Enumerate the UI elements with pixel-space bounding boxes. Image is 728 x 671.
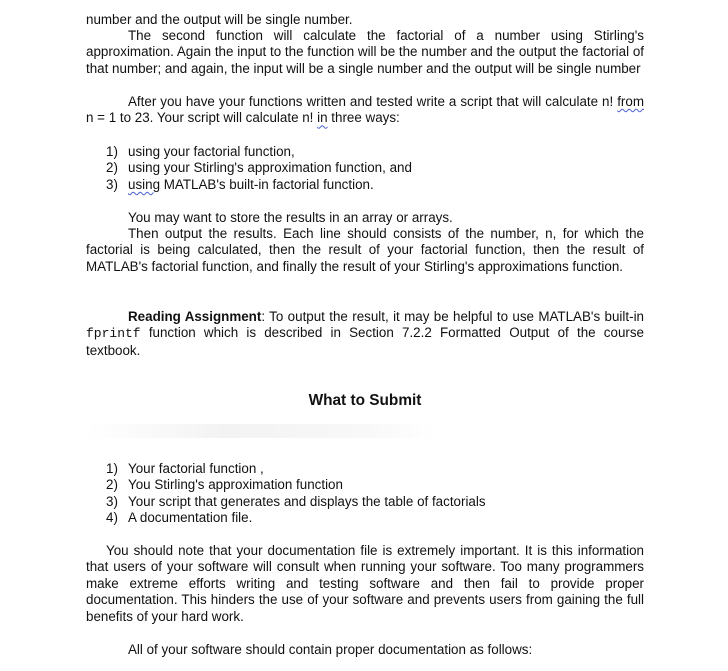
script-task-middle: n = 1 to 23. Your script will calculate n! [86,110,318,126]
documentation-importance-text: You should note that your documentation file is extremely important. It is this information that users of your software will consult when running your software. Too many programmers make extreme efforts writing and testing software and then fail to provide proper documentation. This hinders the use of your software and prevents users from gaining the full benefits of your hard work. [86,543,644,624]
list-item-text: using your factorial function, [128,144,295,159]
paragraph-documentation-importance [86,543,644,625]
list-number: 1) [106,144,118,159]
reading-assignment-text: : To output the result, it may be helpful to use MATLAB's built-in [261,309,644,324]
documentation-format-text: All of your software should contain proper documentation as follows: [128,642,533,657]
list-item-text: MATLAB's built-in factorial function. [160,176,374,192]
ways-list-item [86,144,644,160]
reading-assignment-rest: function which is described in Section 7.2.2 Formatted Output of the course textbook. [86,325,644,358]
section-heading-what-to-submit: What to Submit [308,392,422,409]
code-fprintf: fprintf [86,326,141,342]
paragraph-output-results [86,226,644,275]
submit-list [86,461,644,527]
list-number: 2) [106,477,118,493]
script-task-lead: After you have your functions written and tested write a script that will calculate n! [128,94,618,109]
ways-list-item [86,177,644,193]
spellcheck-word-from: from [617,94,644,109]
submit-list-item [86,461,644,477]
paragraph-stirling-function [86,28,644,77]
paragraph-tail-text: number and the output will be single number. [86,12,353,27]
list-number: 4) [106,510,118,526]
spellcheck-word-using: using [128,176,161,192]
submit-list-item [86,510,644,526]
output-results-text: Then output the results. Each line should consists of the number, n, for which the factorial is being calculated, then the result of your factorial function, then the result of MATLAB's factorial function, and finally the result of your Stirling's approximations function. [86,226,644,274]
list-number: 3) [106,493,118,509]
script-task-end: three ways: [327,110,400,126]
submit-list-item [86,477,644,493]
faded-text-artifact [86,424,436,438]
ways-list [86,144,644,193]
paragraph-script-task [86,94,644,127]
list-item-text: A documentation file. [128,510,253,526]
submit-list-item [86,494,644,510]
paragraph-documentation-format [86,642,644,658]
ways-list-item [86,160,644,176]
list-item-text: You Stirling's approximation function [128,477,343,493]
list-item-text: using your Stirling's approximation function, and [128,160,412,176]
paragraph-reading-assignment [86,309,644,359]
list-item-text: Your factorial function , [128,461,264,476]
reading-assignment-label: Reading Assignment [128,309,262,324]
list-number: 1) [106,461,118,476]
spellcheck-word-in: in [317,110,328,126]
paragraph-tail [86,12,644,28]
list-number: 2) [106,160,118,176]
paragraph-store-results [86,210,644,226]
list-number: 3) [106,176,118,192]
store-results-text: You may want to store the results in an array or arrays. [128,210,453,225]
paragraph-stirling-text: The second function will calculate the factorial of a number using Stirling's approximation. Again the input to the function will be the number and the output the factorial of that number; and again, the input will be a single number and the output will be single number [86,28,644,76]
list-item-text: Your script that generates and displays the table of factorials [128,493,486,509]
